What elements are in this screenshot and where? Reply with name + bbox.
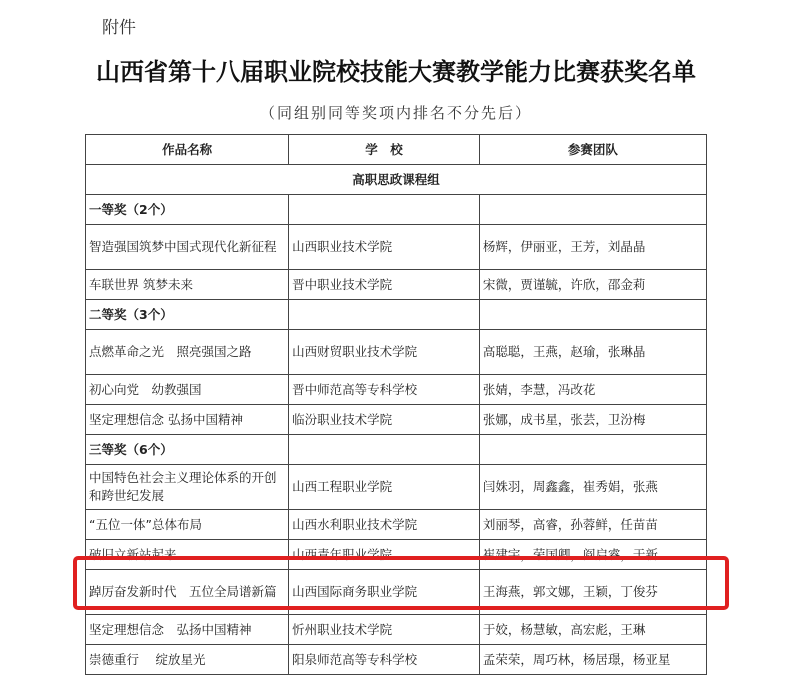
- work-title: 踔厉奋发新时代 五位全局谱新篇: [86, 570, 289, 615]
- school-name: 临汾职业技术学院: [289, 405, 480, 435]
- school-name: 忻州职业技术学院: [289, 615, 480, 645]
- school-name: 山西财贸职业技术学院: [289, 330, 480, 375]
- attachment-label: 附件: [102, 18, 136, 38]
- work-title: 初心向党 幼教强国: [86, 375, 289, 405]
- prize-label: 三等奖（6个）: [86, 435, 289, 465]
- team-members: 高聪聪，王燕，赵瑜，张琳晶: [479, 330, 706, 375]
- prize-row: [86, 195, 707, 225]
- team-members: 王海燕，郭文娜，王颖，丁俊芬: [479, 570, 706, 615]
- column-header-work: 作品名称: [86, 135, 289, 165]
- work-title: 坚定理想信念 弘扬中国精神: [86, 405, 289, 435]
- table-row: [86, 375, 707, 405]
- work-title: 车联世界 筑梦未来: [86, 270, 289, 300]
- empty-cell: [289, 435, 480, 465]
- page-title: 山西省第十八届职业院校技能大赛教学能力比赛获奖名单: [96, 57, 696, 86]
- team-members: 于姣，杨慧敏，高宏彪，王琳: [479, 615, 706, 645]
- team-members: 杨辉，伊丽亚，王芳，刘晶晶: [479, 225, 706, 270]
- empty-cell: [289, 300, 480, 330]
- empty-cell: [479, 300, 706, 330]
- team-members: 崔建宇，荣国卿，阎启睿，于新: [479, 540, 706, 570]
- prize-label: 二等奖（3个）: [86, 300, 289, 330]
- prize-row: [86, 300, 707, 330]
- work-title: 崇德重行 绽放星光: [86, 645, 289, 675]
- work-title: 坚定理想信念 弘扬中国精神: [86, 615, 289, 645]
- empty-cell: [289, 195, 480, 225]
- team-members: 张娜，成书星，张芸，卫汾梅: [479, 405, 706, 435]
- work-title: “五位一体”总体布局: [86, 510, 289, 540]
- empty-cell: [479, 435, 706, 465]
- table-row: [86, 225, 707, 270]
- prize-row: [86, 435, 707, 465]
- school-name: 山西工程职业学院: [289, 465, 480, 510]
- work-title: 破旧立新站起来: [86, 540, 289, 570]
- school-name: 晋中师范高等专科学校: [289, 375, 480, 405]
- table-row: [86, 615, 707, 645]
- group-name: 高职思政课程组: [86, 165, 707, 195]
- group-row: [86, 165, 707, 195]
- school-name: 山西职业技术学院: [289, 225, 480, 270]
- work-title: 点燃革命之光 照亮强国之路: [86, 330, 289, 375]
- table-row: [86, 465, 707, 510]
- team-members: 孟荣荣，周巧林，杨居璟，杨亚星: [479, 645, 706, 675]
- work-title: 中国特色社会主义理论体系的开创和跨世纪发展: [86, 465, 289, 510]
- empty-cell: [479, 195, 706, 225]
- school-name: 阳泉师范高等专科学校: [289, 645, 480, 675]
- table-header-row: [86, 135, 707, 165]
- team-members: 宋微，贾谨毓，许欣，邵金莉: [479, 270, 706, 300]
- school-name: 山西青年职业学院: [289, 540, 480, 570]
- column-header-school: 学 校: [289, 135, 480, 165]
- highlight-box: [73, 556, 729, 610]
- team-members: 刘丽琴，高睿，孙蓉鲜，任苗苗: [479, 510, 706, 540]
- table-row: [86, 405, 707, 435]
- prize-label: 一等奖（2个）: [86, 195, 289, 225]
- team-members: 闫姝羽，周鑫鑫，崔秀娟，张燕: [479, 465, 706, 510]
- table-row: [86, 270, 707, 300]
- team-members: 张婧，李慧，冯改花: [479, 375, 706, 405]
- table-row: [86, 330, 707, 375]
- work-title: 智造强国筑梦中国式现代化新征程: [86, 225, 289, 270]
- school-name: 晋中职业技术学院: [289, 270, 480, 300]
- table-row: [86, 645, 707, 675]
- table-row: [86, 510, 707, 540]
- school-name: 山西国际商务职业学院: [289, 570, 480, 615]
- school-name: 山西水利职业技术学院: [289, 510, 480, 540]
- column-header-team: 参赛团队: [479, 135, 706, 165]
- page-subtitle: （同组别同等奖项内排名不分先后）: [259, 104, 532, 122]
